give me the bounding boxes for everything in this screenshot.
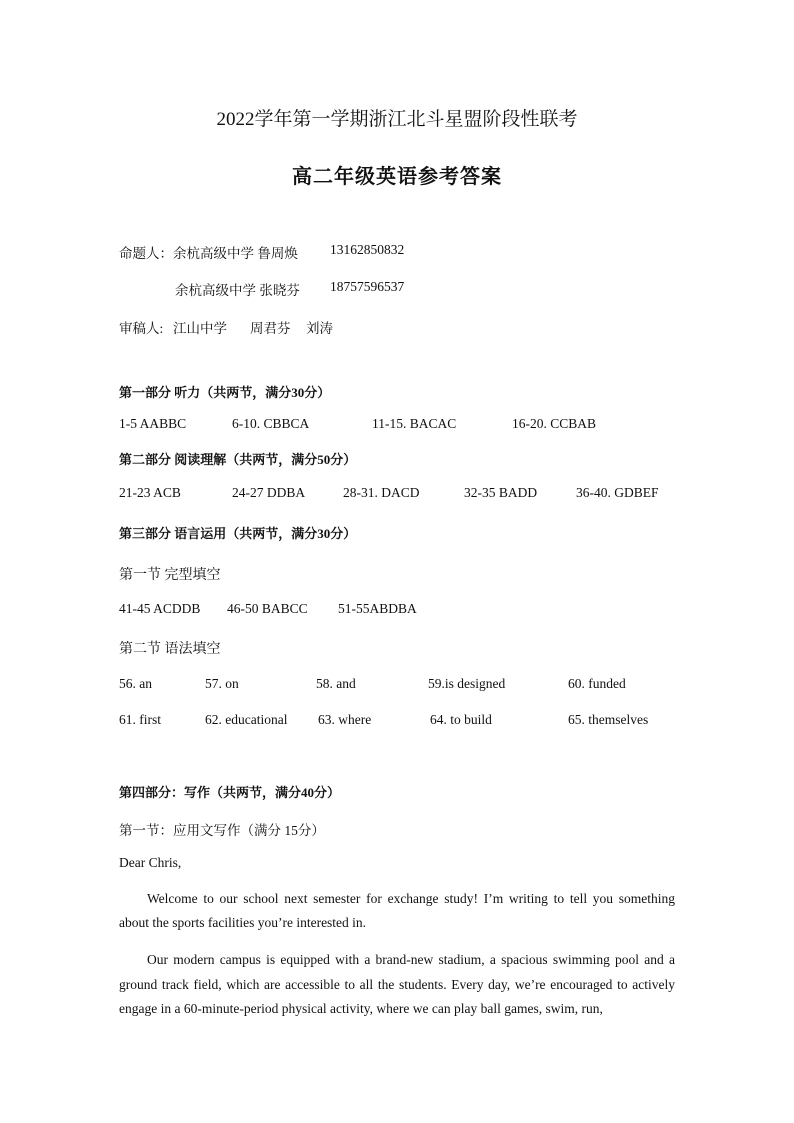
- grammar-answer: 63. where: [318, 712, 372, 727]
- grammar-answer: 60. funded: [568, 676, 626, 691]
- setter-label: 命题人：: [119, 246, 173, 261]
- part2-heading: 第二部分 阅读理解（共两节，满分50分）: [119, 452, 357, 467]
- grammar-answer: 59.is designed: [428, 676, 506, 691]
- part2-answer: 28-31. DACD: [343, 485, 420, 500]
- part3-section1-heading: 第一节 完型填空: [119, 568, 221, 583]
- grammar-answer: 56. an: [119, 676, 152, 691]
- setter-phone-1: 13162850832: [330, 242, 405, 257]
- reviewer-name-2: 刘涛: [306, 321, 333, 336]
- reviewer-school: 江山中学: [173, 321, 227, 336]
- part4-heading: 第四部分：写作（共两节，满分40分）: [119, 785, 341, 800]
- grammar-answer: 61. first: [119, 712, 161, 727]
- document-title: 2022学年第一学期浙江北斗星盟阶段性联考: [216, 109, 578, 130]
- part2-answer: 32-35 BADD: [464, 485, 538, 500]
- reviewer-name-1: 周君芬: [250, 321, 291, 336]
- part1-heading: 第一部分 听力（共两节，满分30分）: [119, 385, 331, 400]
- letter-paragraph-1: Welcome to our school next semester for exchange study! I’m writing to tell you something about the sports facilities you’re interested in.: [119, 891, 675, 930]
- reviewer-label: 审稿人:: [119, 321, 164, 336]
- part3-section1-answer: 51-55ABDBA: [338, 601, 417, 616]
- grammar-answer: 57. on: [205, 676, 239, 691]
- part2-answer: 24-27 DDBA: [232, 485, 306, 500]
- setter-person-2: 余杭高级中学 张晓芬: [175, 283, 300, 298]
- part3-section1-answer: 46-50 BABCC: [227, 601, 308, 616]
- document-subtitle: 高二年级英语参考答案: [292, 166, 502, 188]
- part2-answer: 36-40. GDBEF: [576, 485, 659, 500]
- setter-line-1: [119, 242, 298, 262]
- part1-answer: 11-15. BACAC: [372, 416, 457, 431]
- part1-answer: 1-5 AABBC: [119, 416, 187, 431]
- letter-greeting: Dear Chris,: [119, 855, 182, 870]
- part3-heading: 第三部分 语言运用（共两节，满分30分）: [119, 526, 357, 541]
- part3-section1-answer: 41-45 ACDDB: [119, 601, 201, 616]
- part3-section2-heading: 第二节 语法填空: [119, 642, 221, 657]
- part1-answer: 6-10. CBBCA: [232, 416, 310, 431]
- letter-paragraph-2: Our modern campus is equipped with a brand-new stadium, a spacious swimming pool and a ground track field, which are accessible to all the students. Every day, we’re encouraged to actively engage in a 60-minute-period physical activity, where we can play ball games, swim, run,: [119, 952, 675, 1016]
- grammar-answer: 58. and: [316, 676, 356, 691]
- part2-answer: 21-23 ACB: [119, 485, 181, 500]
- grammar-answer: 64. to build: [430, 712, 492, 727]
- grammar-answer: 65. themselves: [568, 712, 649, 727]
- setter-phone-2: 18757596537: [330, 279, 405, 294]
- part1-answer: 16-20. CCBAB: [512, 416, 597, 431]
- setter-person-1: 余杭高级中学 鲁周焕: [173, 246, 298, 261]
- grammar-answer: 62. educational: [205, 712, 288, 727]
- part4-section1-heading: 第一节：应用文写作（满分 15分）: [119, 823, 325, 838]
